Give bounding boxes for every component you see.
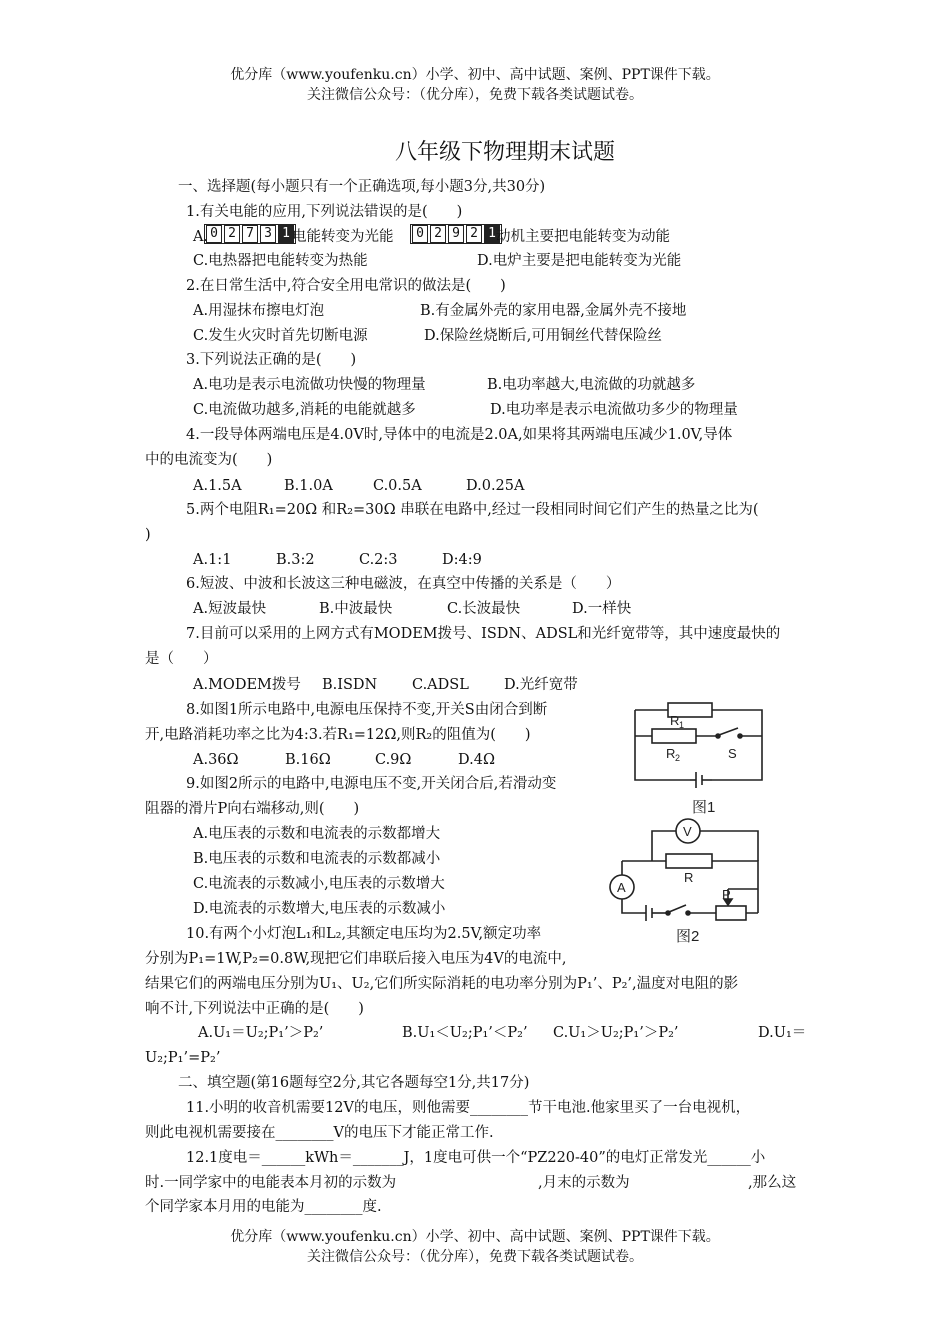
q4-stem-line2: 中的电流变为( ) [145, 452, 273, 468]
q7-option-c: C.ADSL [412, 677, 469, 693]
fig1-r1-sub: 1 [679, 720, 685, 730]
q8-stem-line1: 8.如图1所示电路中,电源电压保持不变,开关S由闭合到断 [186, 702, 548, 718]
q3-stem: 3.下列说法正确的是( ) [186, 352, 357, 368]
q5-option-a: A.1:1 [193, 552, 232, 568]
site-header-line1: 优分库（www.youfenku.cn）小学、初中、高中试题、案例、PPT课件下载。 [230, 67, 720, 83]
q10-option-b: B.U₁＜U₂;P₁’＜P₂’ [402, 1025, 528, 1041]
q2-option-a: A.用湿抹布擦电灯泡 [193, 303, 325, 319]
q8-option-c: C.9Ω [375, 752, 412, 768]
q5-option-c: C.2:3 [359, 552, 398, 568]
q1-meter-reading-1: 0 2 7 3 1 [204, 224, 296, 244]
fig1-r2-label: R [666, 746, 676, 761]
fig2-ammeter-label: A [617, 880, 626, 895]
q4-option-a: A.1.5A [193, 478, 242, 494]
q4-option-c: C.0.5A [373, 478, 422, 494]
q1-option-c: C.电热器把电能转变为热能 [193, 253, 368, 269]
q6-option-b: B.中波最快 [319, 601, 393, 617]
q3-option-d: D.电功率是表示电流做功多少的物理量 [490, 402, 738, 418]
fig2-resistor-label: R [684, 870, 694, 885]
q10-stem-line4: 响不计,下列说法中正确的是( ) [145, 1001, 364, 1017]
q8-stem-line2: 开,电路消耗功率之比为4:3.若R₁=12Ω,则R₂的阻值为( ) [145, 727, 531, 743]
q7-option-b: B.ISDN [322, 677, 378, 693]
q10-option-d-part2: U₂;P₁’=P₂’ [145, 1050, 221, 1066]
q1-option-b-text: 动机主要把电能转变为动能 [496, 229, 670, 245]
q10-option-d-part1: D.U₁＝ [758, 1025, 807, 1041]
q11-line1: 11.小明的收音机需要12V的电压，则他需要________节干电池.他家里买了一台电视机， [186, 1100, 751, 1116]
q4-option-d: D.0.25A [466, 478, 525, 494]
q6-option-a: A.短波最快 [193, 601, 267, 617]
q8-option-b: B.16Ω [285, 752, 331, 768]
q2-option-b: B.有金属外壳的家用电器,金属外壳不接地 [420, 303, 687, 319]
site-header-line2: 关注微信公众号：（优分库），免费下载各类试题试卷。 [307, 87, 643, 103]
fig2-voltmeter-label: V [683, 824, 692, 839]
q10-stem-line1: 10.有两个小灯泡L₁和L₂,其额定电压均为2.5V,额定功率 [186, 926, 542, 942]
q4-stem-line1: 4.一段导体两端电压是4.0V时,导体中的电流是2.0A,如果将其两端电压减少1.0V,导体 [186, 427, 733, 443]
q9-option-d: D.电流表的示数增大,电压表的示数减小 [193, 901, 446, 917]
q1-option-d: D.电炉主要是把电能转变为光能 [477, 253, 682, 269]
q9-option-a: A.电压表的示数和电流表的示数都增大 [193, 826, 441, 842]
q10-option-a: A.U₁＝U₂;P₁’＞P₂’ [198, 1025, 324, 1041]
figure-1-circuit [630, 692, 770, 822]
q9-option-c: C.电流表的示数减小,电压表的示数增大 [193, 876, 445, 892]
q5-option-d: D:4:9 [442, 552, 482, 568]
fig1-r2-sub: 2 [675, 753, 681, 763]
section-1-heading: 一、选择题(每小题只有一个正确选项,每小题3分,共30分) [178, 179, 546, 195]
fig1-switch-label: S [728, 746, 737, 761]
q9-stem-line1: 9.如图2所示的电路中,电源电压不变,开关闭合后,若滑动变 [186, 776, 557, 792]
q7-stem-line1: 7.目前可以采用的上网方式有MODEM拨号、ISDN、ADSL和光纤宽带等，其中速度最快的 [186, 626, 781, 642]
q12-line2-part3: ,那么这 [748, 1175, 797, 1191]
figure-2-circuit [604, 815, 774, 943]
q1-meter-reading-2: 0 2 9 2 1 [410, 224, 502, 244]
q1-option-a-prefix: A. [193, 229, 209, 245]
q10-option-c: C.U₁＞U₂;P₁’＞P₂’ [553, 1025, 679, 1041]
q8-option-d: D.4Ω [458, 752, 495, 768]
q6-stem: 6.短波、中波和长波这三种电磁波，在真空中传播的关系是（ ） [186, 576, 621, 592]
q10-stem-line3: 结果它们的两端电压分别为U₁、U₂,它们所实际消耗的电功率分别为P₁’、P₂’,温度对电阻的影 [145, 976, 739, 992]
q7-option-d: D.光纤宽带 [504, 677, 578, 693]
q12-line3: 个同学家本月用的电能为________度. [145, 1199, 382, 1215]
fig2-caption: 图2 [676, 928, 700, 943]
section-2-heading: 二、填空题(第16题每空2分,其它各题每空1分,共17分) [178, 1075, 530, 1091]
page-title: 八年级下物理期末试题 [394, 140, 615, 165]
q12-line2-part2: ,月末的示数为 [538, 1175, 630, 1191]
q2-option-c: C.发生火灾时首先切断电源 [193, 328, 368, 344]
q9-option-b: B.电压表的示数和电流表的示数都减小 [193, 851, 441, 867]
q11-line2: 则此电视机需要接在________V的电压下才能正常工作. [145, 1125, 494, 1141]
fig1-r1-label: R [670, 713, 680, 728]
fig1-caption: 图1 [692, 799, 716, 816]
q12-line1: 12.1度电＝______kWh＝_______J，1度电可供一个“PZ220-40”的电灯正常发光______小 [186, 1150, 766, 1166]
q6-option-d: D.一样快 [572, 601, 632, 617]
q2-stem: 2.在日常生活中,符合安全用电常识的做法是( ) [186, 278, 506, 294]
q12-line2-part1: 时.一同学家中的电能表本月初的示数为 [145, 1175, 397, 1191]
q5-stem-line2: ) [145, 527, 151, 543]
q1-stem: 1.有关电能的应用,下列说法错误的是( ) [186, 204, 463, 220]
q7-option-a: A.MODEM拨号 [193, 677, 301, 693]
fig2-slider-label: P [722, 887, 731, 902]
site-footer-line2: 关注微信公众号：（优分库），免费下载各类试题试卷。 [307, 1249, 643, 1265]
q8-option-a: A.36Ω [193, 752, 239, 768]
q1-option-a-text: 电能转变为光能 [292, 229, 394, 245]
q7-stem-line2: 是（ ） [145, 651, 218, 667]
q4-option-b: B.1.0A [284, 478, 333, 494]
site-footer-line1: 优分库（www.youfenku.cn）小学、初中、高中试题、案例、PPT课件下载。 [230, 1229, 720, 1245]
q5-stem-line1: 5.两个电阻R₁=20Ω 和R₂=30Ω 串联在电路中,经过一段相同时间它们产生的热量之比为( [186, 502, 759, 518]
q3-option-a: A.电功是表示电流做功快慢的物理量 [193, 377, 426, 393]
q10-stem-line2: 分别为P₁=1W,P₂=0.8W,现把它们串联后接入电压为4V的电流中, [145, 951, 567, 967]
q6-option-c: C.长波最快 [447, 601, 521, 617]
q3-option-c: C.电流做功越多,消耗的电能就越多 [193, 402, 416, 418]
q3-option-b: B.电功率越大,电流做的功就越多 [487, 377, 696, 393]
q2-option-d: D.保险丝烧断后,可用铜丝代替保险丝 [424, 328, 662, 344]
q5-option-b: B.3:2 [276, 552, 315, 568]
q9-stem-line2: 阻器的滑片P向右端移动,则( ) [145, 801, 360, 817]
